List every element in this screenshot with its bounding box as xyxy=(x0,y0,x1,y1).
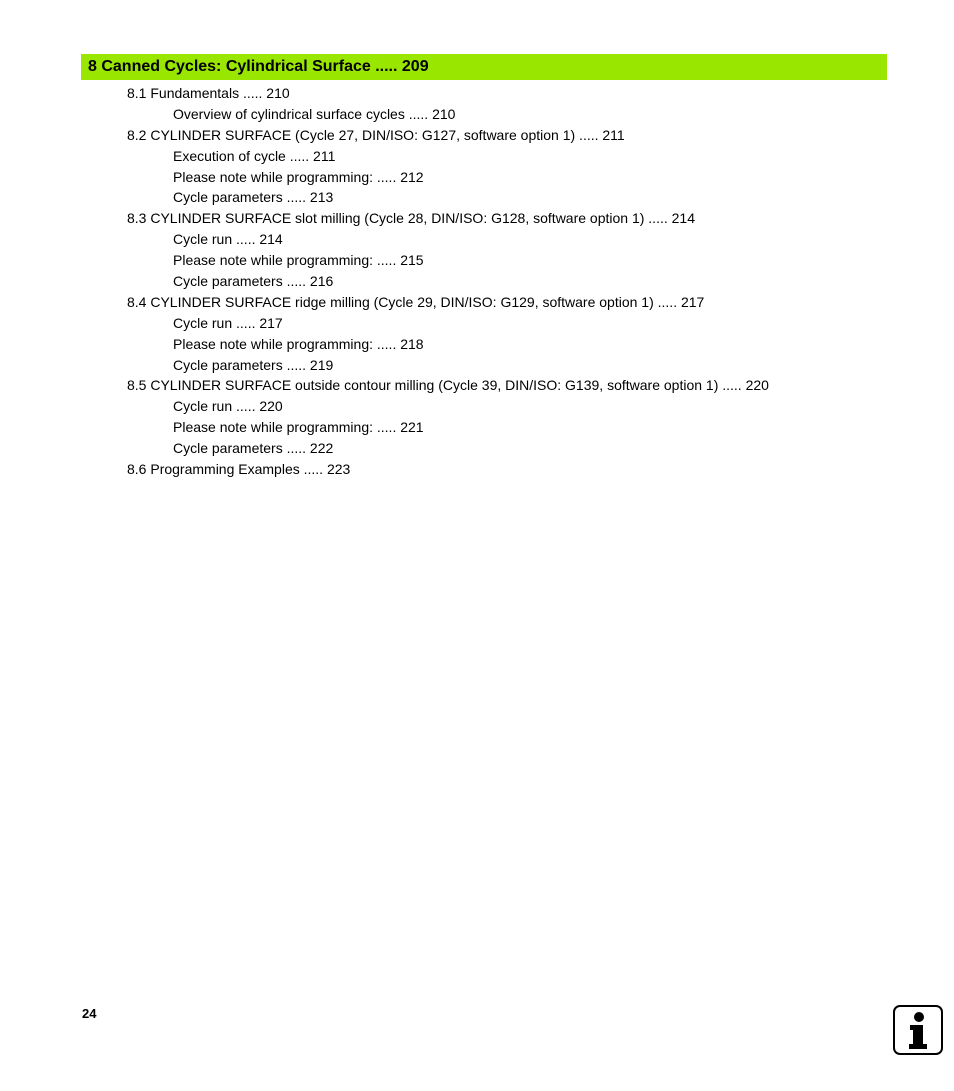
toc-subsection-entry[interactable]: Cycle parameters ..... 219 xyxy=(173,356,334,373)
toc-subsection-entry[interactable]: Please note while programming: ..... 221 xyxy=(173,419,424,436)
page-number: 24 xyxy=(82,1006,97,1021)
toc-subsection-entry[interactable]: Please note while programming: ..... 218 xyxy=(173,335,424,352)
toc-subsection-entry[interactable]: Cycle run ..... 214 xyxy=(173,231,283,248)
toc-subsection-entry[interactable]: Cycle parameters ..... 222 xyxy=(173,440,334,457)
toc-section-entry[interactable]: 8.6 Programming Examples ..... 223 xyxy=(127,461,351,478)
info-icon xyxy=(893,1005,943,1055)
toc-section-entry[interactable]: 8.2 CYLINDER SURFACE (Cycle 27, DIN/ISO: G127, software option 1) ..... 211 xyxy=(127,126,625,143)
toc-subsection-entry[interactable]: Overview of cylindrical surface cycles ..... 210 xyxy=(173,105,456,122)
toc-subsection-entry[interactable]: Cycle run ..... 217 xyxy=(173,314,283,331)
toc-section-entry[interactable]: 8.1 Fundamentals ..... 210 xyxy=(127,85,290,101)
table-of-contents xyxy=(0,83,954,480)
toc-subsection-entry[interactable]: Cycle parameters ..... 216 xyxy=(173,273,334,290)
toc-section-entry[interactable]: 8.4 CYLINDER SURFACE ridge milling (Cycle 29, DIN/ISO: G129, software option 1) ..... 217 xyxy=(127,293,705,310)
chapter-heading xyxy=(81,54,887,80)
toc-subsection-entry[interactable]: Cycle parameters ..... 213 xyxy=(173,189,334,206)
toc-section-entry[interactable]: 8.3 CYLINDER SURFACE slot milling (Cycle 28, DIN/ISO: G128, software option 1) ..... 214 xyxy=(127,210,695,227)
info-icon-glyph xyxy=(895,1007,941,1053)
toc-section-entry[interactable]: 8.5 CYLINDER SURFACE outside contour milling (Cycle 39, DIN/ISO: G139, software option 1) ..... 220 xyxy=(127,377,769,394)
toc-subsection-entry[interactable]: Please note while programming: ..... 212 xyxy=(173,168,424,185)
toc-subsection-entry[interactable]: Execution of cycle ..... 211 xyxy=(173,147,336,164)
toc-subsection-entry[interactable]: Cycle run ..... 220 xyxy=(173,398,283,415)
chapter-title: 8 Canned Cycles: Cylindrical Surface ..... 209 xyxy=(88,58,429,75)
toc-subsection-entry[interactable]: Please note while programming: ..... 215 xyxy=(173,252,424,269)
